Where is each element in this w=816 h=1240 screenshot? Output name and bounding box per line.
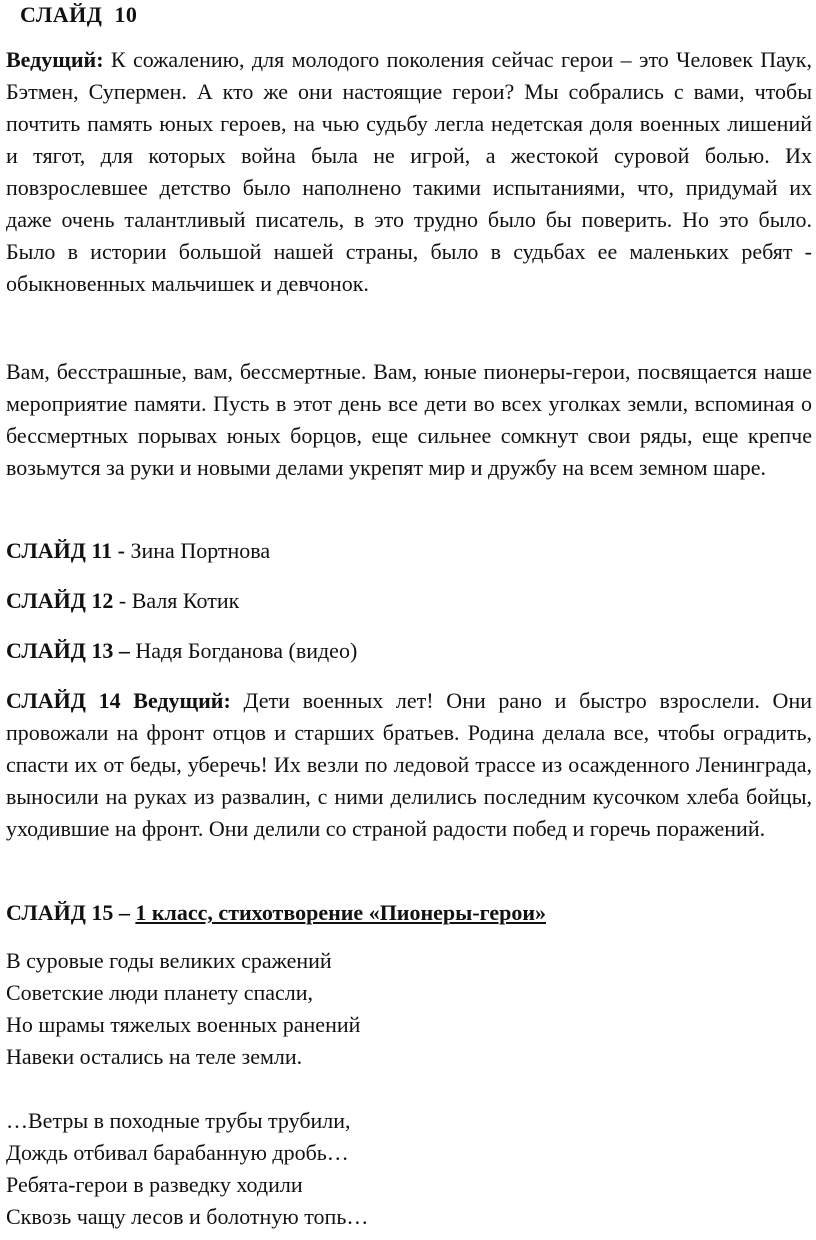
poem-line: …Ветры в походные трубы трубили, <box>6 1108 351 1133</box>
poem-line: Советские люди планету спасли, <box>6 980 314 1005</box>
poem-line: Но шрамы тяжелых военных ранений <box>6 1012 361 1037</box>
slide-12-label: СЛАЙД 12 <box>6 588 114 613</box>
poem-line: Сквозь чащу лесов и болотную топь… <box>6 1204 369 1229</box>
slide-12-text: - Валя Котик <box>113 588 240 613</box>
poem-line: В суровые годы великих сражений <box>6 948 332 973</box>
slide-14-paragraph <box>6 685 812 845</box>
slide-13-text: Надя Богданова (видео) <box>129 638 358 663</box>
host-intro-text: К сожалению, для молодого поколения сейчас герои – это Человек Паук, Бэтмен, Супермен. А кто же они настоящие герои? Мы собрались с вами, чтобы почтить память юных героев, на чью судьбу легла недетская доля военных лишений и тягот, для которых война была не игрой, а жестокой суровой болью. Их повзрослевшее детство было наполнено такими испытаниями, что, придумай их даже очень талантливый писатель, в это трудно было бы поверить. Но это было. Было в истории большой нашей страны, было в судьбах ее маленьких ребят - обыкновенных мальчишек и девчонок. <box>6 47 812 296</box>
slide-11-line <box>6 535 812 567</box>
slide-14-text: Дети военных лет! Они рано и быстро взрослели. Они провожали на фронт отцов и старших братьев. Родина делала все, чтобы оградить, спасти их от беды, уберечь! Их везли по ледовой трассе из осажденного Ленинграда, выносили на руках из развалин, с ними делились последним кусочком хлеба бойцы, уходившие на фронт. Они делили со страной радости побед и горечь поражений. <box>6 688 812 841</box>
slide-12-line <box>6 585 812 617</box>
slide-15-underlined-title: 1 класс, стихотворение «Пионеры-герои» <box>135 900 547 925</box>
slide-11-text: Зина Портнова <box>124 538 271 563</box>
poem-line: Навеки остались на теле земли. <box>6 1044 303 1069</box>
dedication-paragraph: Вам, бесстрашные, вам, бессмертные. Вам, юные пионеры-герои, посвящается наше мероприятие памяти. Пусть в этот день все дети во всех уголках земли, вспоминая о бессмертных порывах юных борцов, еще сильнее сомкнут свои ряды, еще крепче возьмутся за руки и новыми делами укрепят мир и дружбу на всем земном шаре. <box>6 359 812 480</box>
slide-13-label: СЛАЙД 13 – <box>6 638 130 663</box>
poem-line: Ребята-герои в разведку ходили <box>6 1172 303 1197</box>
host-intro-paragraph <box>6 44 812 300</box>
slide-13-line <box>6 635 812 667</box>
slide-14-label: СЛАЙД 14 Ведущий: <box>6 688 231 713</box>
slide-11-label: СЛАЙД 11 - <box>6 538 125 563</box>
host-label: Ведущий: <box>6 47 104 72</box>
poem-line: Дождь отбивал барабанную дробь… <box>6 1140 349 1165</box>
slide-10-title: СЛАЙД 10 <box>20 2 138 27</box>
slide-15-label: СЛАЙД 15 – <box>6 900 136 925</box>
slide-15-line <box>6 897 812 929</box>
